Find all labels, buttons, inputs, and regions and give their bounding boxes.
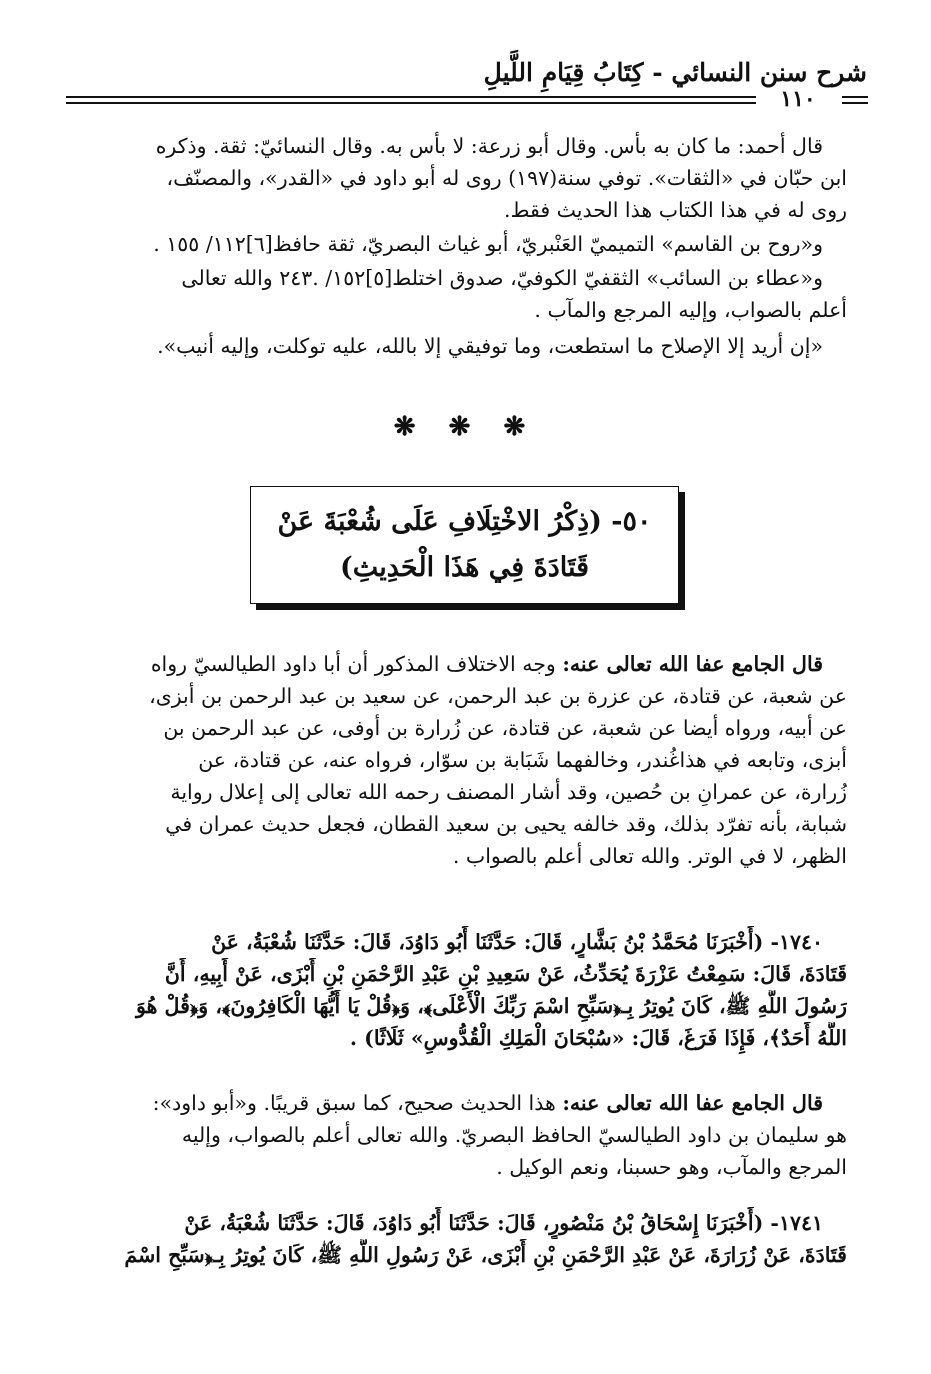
text-line: أبزى، وتابعه في هذاغُندر، وخالفهما شَبَابة بن سوّار، فرواه عنه، عن قتادة، عن <box>198 748 847 772</box>
header-rule <box>66 96 756 98</box>
hadith-line: اللَّهُ أَحَدٌ﴾، فَإِذَا فَرَغَ، قَالَ: «سُبْحَانَ الْمَلِكِ الْقُدُّوسِ» ثَلَاثًا) . <box>349 1026 847 1050</box>
header-rule <box>842 96 868 98</box>
header-rule <box>842 102 868 104</box>
text-line: «إن أريد إلا الإصلاح ما استطعت، وما توفيقي إلا بالله، عليه توكلت، وإليه أنيب». <box>157 334 823 358</box>
text-line: عن أبيه، ورواه أيضا عن شعبة، عن قتادة، عن زُرارة بن أوفى، عن عبد الرحمن بن <box>163 716 847 740</box>
page-number: ١١٠ <box>780 86 816 112</box>
hadith-line: ١٧٤١- (أَخْبَرَنَا إِسْحَاقُ بْنُ مَنْصُورٍ، قَالَ: حَدَّثَنَا أَبُو دَاوُدَ، قَالَ: حَدَّثَنَا شُعْبَةُ، عَنْ <box>184 1211 823 1235</box>
text-line <box>72 1087 847 1119</box>
chapter-heading-box <box>250 486 679 604</box>
text-line: الظهر، لا في الوتر. والله تعالى أعلم بالصواب . <box>452 844 847 868</box>
text-line: روى له في هذا الكتاب هذا الحديث فقط. <box>503 198 847 222</box>
page-header <box>66 58 867 112</box>
commentary-section <box>72 648 847 872</box>
text-line: عن شعبة، عن قتادة، عن عزرة بن عبد الرحمن، عن سعيد بن عبد الرحمن بن أبزى، <box>149 684 847 708</box>
hadith-block <box>72 926 847 1054</box>
chapter-title-line: قَتَادَةَ فِي هَذَا الْحَدِيثِ) <box>339 552 590 583</box>
text-line: هو سليمان بن داود الطيالسيّ الحافظ البصريّ. والله تعالى أعلم بالصواب، وإليه <box>181 1123 847 1147</box>
commentator-lead: قال الجامع عفا الله تعالى عنه: <box>562 652 823 676</box>
text-line: قال أحمد: ما كان به بأس. وقال أبو زرعة: لا بأس به. وقال النسائيّ: ثقة. وذكره <box>155 134 823 158</box>
header-rule <box>66 102 756 104</box>
section-separator: ❋ ❋ ❋ <box>393 412 538 442</box>
text-line: شبابة، بأنه تفرّد بذلك، وقد خالفه يحيى بن سعيد القطان، فجعل حديث عمران في <box>165 812 847 836</box>
text-line: أعلم بالصواب، وإليه المرجع والمآب . <box>534 298 847 322</box>
text-line: و«عطاء بن السائب» الثقفيّ الكوفيّ، صدوق اختلط[٥]١٥٢/ .٢٤٣ والله تعالى <box>181 266 823 290</box>
text-line: زُرارة، عن عمرانِ بن حُصين، وقد أشار المصنف رحمه الله تعالى إلى إعلال رواية <box>170 780 847 804</box>
text-line <box>72 648 847 680</box>
text-line: ابن حبّان في «الثقات». توفي سنة(١٩٧) روى له أبو داود في «القدر»، والمصنّف، <box>166 166 847 190</box>
text-line: و«روح بن القاسم» التميميّ العَنْبريّ، أبو غياث البصريّ، ثقة حافظ[٦]١١٢/ ١٥٥ . <box>153 232 823 256</box>
commentator-lead: قال الجامع عفا الله تعالى عنه: <box>562 1091 823 1115</box>
hadith-line: ١٧٤٠- (أَخْبَرَنَا مُحَمَّدُ بْنُ بَشَّارٍ، قَالَ: حَدَّثَنَا أَبُو دَاوُدَ، قَالَ: حَدَّثَنَا شُعْبَةُ، عَنْ <box>211 930 823 954</box>
hadith-line: قَتَادَةَ، قَالَ: سَمِعْتُ عَزْرَةَ يُحَدِّثُ، عَنْ سَعِيدِ بْنِ عَبْدِ الرَّحْمَنِ بْنِ أَبْزَى، عَنْ أَبِيهِ، أَنَّ <box>164 962 847 986</box>
text-line: المرجع والمآب، وهو حسبنا، ونعم الوكيل . <box>496 1155 847 1179</box>
hadith-line: رَسُولَ اللَّهِ ﷺ، كَانَ يُوتِرُ بِـ﴿سَبِّحِ اسْمَ رَبِّكَ الْأَعْلَى﴾، وَ﴿قُلْ يَا أَيُّهَا الْكَافِرُونَ﴾، وَ﴿قُلْ هُوَ <box>136 994 847 1018</box>
text-span: وجه الاختلاف المذكور أن أبا داود الطيالسيّ رواه <box>150 652 563 676</box>
hadith-block <box>72 1207 847 1271</box>
commentary-section <box>72 130 847 362</box>
hadith-line: قَتَادَةَ، عَنْ زُرَارَةَ، عَنْ عَبْدِ الرَّحْمَنِ بْنِ أَبْزَى، عَنْ رَسُولِ اللَّهِ ﷺ، كَانَ يُوتِرُ بِـ﴿سَبِّحِ اسْمَ <box>124 1243 847 1267</box>
running-title: شرح سنن النسائي - كِتَابُ قِيَامِ اللَّيلِ <box>483 58 867 87</box>
commentary-section <box>72 1087 847 1183</box>
chapter-title-line: ٥٠- (ذِكْرُ الاخْتِلَافِ عَلَى شُعْبَةَ عَنْ <box>277 506 652 537</box>
text-span: هذا الحديث صحيح، كما سبق قريبًا. و«أبو داود»: <box>152 1091 563 1115</box>
